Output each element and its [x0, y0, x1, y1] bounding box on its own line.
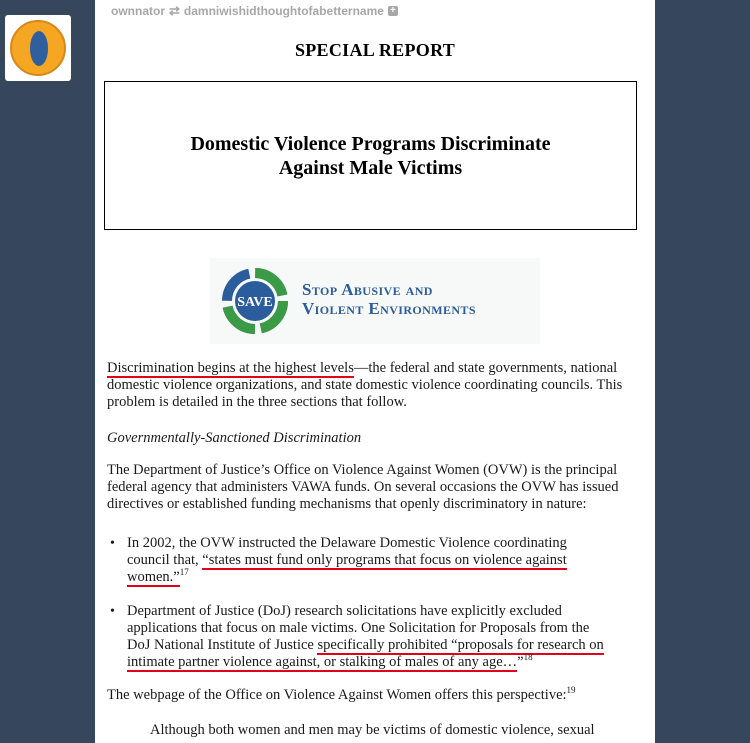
avatar[interactable]: [5, 15, 71, 81]
bullet2-line-3-pre: DoJ National Institute of Justice: [127, 637, 318, 653]
save-badge-text: SAVE: [237, 295, 273, 310]
bullet1-line-2-pre: council that,: [127, 552, 203, 568]
para2-line-2: federal agency that administers VAWA funds. On several occasions the OVW has issued: [107, 479, 619, 495]
highlight-specifically-prohibited: specifically prohibited “proposals for research on: [317, 637, 604, 653]
footnote-19: 19: [566, 685, 576, 696]
avatar-inner-oval: [30, 31, 48, 66]
title-line-2: Against Male Victims: [278, 156, 463, 179]
para1-line-2: domestic violence organizations, and state domestic violence coordinating councils. This: [107, 377, 623, 393]
para1-line-3: problem is detailed in the three sections that follow.: [107, 394, 407, 410]
para1-line-1-rest: —the federal and state governments, national: [353, 360, 618, 376]
follow-plus-icon[interactable]: +: [388, 6, 398, 16]
highlight-highest-levels: Discrimination begins at the highest levels: [107, 360, 354, 376]
save-logo-text: [302, 280, 476, 318]
section-heading: Governmentally-Sanctioned Discrimination: [107, 430, 362, 446]
bullet-item-doj: [110, 603, 642, 671]
report-heading: SPECIAL REPORT: [294, 40, 456, 60]
paragraph-webpage: [107, 687, 647, 704]
quote-line-1: Although both women and men may be victims of domestic violence, sexual: [150, 722, 595, 738]
reblog-header: [95, 0, 655, 22]
para2-line-1: The Department of Justice’s Office on Violence Against Women (OVW) is the principal: [107, 462, 618, 478]
source-username[interactable]: ownnator: [111, 4, 165, 18]
bullet-dot-icon: •: [110, 604, 115, 619]
bullet1-line-1: In 2002, the OVW instructed the Delaware Domestic Violence coordinating: [127, 535, 567, 551]
bullet-item-delaware: [110, 535, 642, 586]
title-line-1: Domestic Violence Programs Discriminate: [190, 132, 551, 155]
reblog-username[interactable]: damniwishidthoughtofabettername: [183, 4, 384, 18]
highlight-women: women.”: [127, 569, 180, 585]
reblog-icon: ⇄: [169, 3, 180, 18]
para3-text: The webpage of the Office on Violence Against Women offers this perspective:: [107, 687, 567, 703]
paragraph-ovw: [107, 462, 647, 513]
paragraph-discrimination: [107, 360, 647, 411]
save-ring-icon: [220, 266, 290, 336]
bullet-dot-icon: •: [110, 536, 115, 551]
avatar-outer-ring: [10, 20, 66, 76]
bullet2-line-4-end: ”: [517, 654, 524, 670]
highlight-states-must-fund: “states must fund only programs that focus on violence against: [202, 552, 567, 568]
footnote-18: 18: [523, 652, 533, 663]
title-box: [104, 81, 637, 230]
save-logo: [210, 258, 540, 344]
para2-line-3: directives or established funding mechanisms that openly discriminatory in nature:: [107, 496, 587, 512]
post-card: [95, 0, 655, 743]
block-quote: [150, 722, 640, 739]
bullet2-line-2: applications that focus on male victims. One Solicitation for Proposals from the: [127, 620, 590, 636]
logo-line-1: Stop Abusive and: [302, 280, 433, 299]
highlight-males-any-age: intimate partner violence against, or stalking of males of any age…: [127, 654, 518, 670]
bullet2-line-1: Department of Justice (DoJ) research solicitations have explicitly excluded: [127, 603, 562, 619]
footnote-17: 17: [179, 567, 189, 578]
logo-line-2: Violent Environments: [302, 299, 476, 318]
